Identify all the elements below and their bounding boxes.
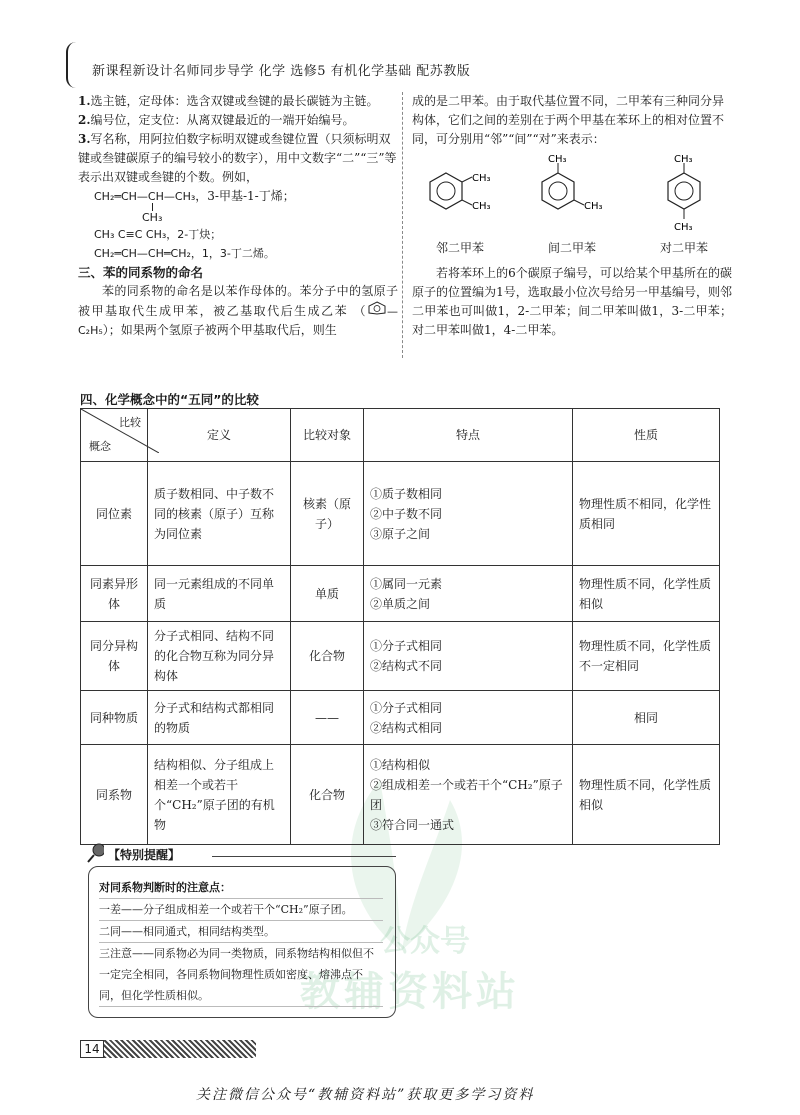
- row-definition: 分子式相同、结构不同的化合物互称为同分异构体: [148, 622, 291, 691]
- para-xylene-structure-icon: [636, 153, 732, 233]
- ortho-xylene-structure-icon: [412, 153, 508, 233]
- row-definition: 质子数相同、中子数不同的核素（原子）互称为同位素: [148, 462, 291, 566]
- rule-1: 1.选主链，定母体：选含双键或叁键的最长碳链为主链。: [78, 94, 379, 108]
- svg-text:CH₃: CH₃: [584, 201, 603, 212]
- header-title: 新课程新设计名师同步导学 化学 选修5 有机化学基础 配苏教版: [92, 64, 471, 79]
- row-property: 物理性质不相同，化学性质相同: [573, 462, 720, 566]
- five-same-table: [80, 408, 720, 845]
- ortho-xylene: [412, 153, 508, 258]
- corner-header: 比较 概念: [81, 409, 148, 462]
- row-definition: 同一元素组成的不同单质: [148, 566, 291, 622]
- row-definition: 结构相似、分子组成上相差一个或若干个“CH₂”原子团的有机物: [148, 745, 291, 845]
- row-property: 相同: [573, 691, 720, 745]
- svg-text:CH₃: CH₃: [472, 201, 491, 212]
- row-features: ①分子式相同 ②结构式相同: [364, 691, 573, 745]
- row-definition: 分子式和结构式都相同的物质: [148, 691, 291, 745]
- header-bracket: [66, 42, 80, 88]
- ortho-xylene-label: 邻二甲苯: [435, 241, 484, 255]
- xylene-structures: [412, 153, 732, 258]
- tip-heading: 对同系物判断时的注意点：: [99, 877, 383, 899]
- header-object: 比较对象: [291, 409, 364, 462]
- row-property: 物理性质不同，化学性质相似: [573, 566, 720, 622]
- tip-box: [88, 866, 396, 1018]
- tip-line: 二同——相同通式，相同结构类型。: [99, 921, 383, 943]
- header-features: 特点: [364, 409, 573, 462]
- meta-xylene: [524, 153, 620, 258]
- tip-line: 三注意——同系物必为同一类物质，同系物结构相似但不一定完全相同，各同系物间物理性质如密度、熔沸点不同，但化学性质相似。: [99, 943, 383, 1007]
- table-row: [81, 622, 720, 691]
- row-name: 同素异形体: [81, 566, 148, 622]
- svg-text:CH₃: CH₃: [674, 154, 693, 165]
- row-object: ——: [291, 691, 364, 745]
- example-2: CH₃ C≡C CH₃，2-丁炔；: [94, 228, 222, 241]
- header-property: 性质: [573, 409, 720, 462]
- row-features: ①分子式相同 ②结构式不同: [364, 622, 573, 691]
- row-features: ①质子数相同 ②中子数不同 ③原子之间: [364, 462, 573, 566]
- svg-text:CH₃: CH₃: [548, 154, 567, 165]
- table-row: [81, 691, 720, 745]
- section-3-title: 三、苯的同系物的命名: [78, 265, 204, 280]
- table-header-row: [81, 409, 720, 462]
- tip-top-rule: [212, 856, 396, 857]
- tip-line: 一差——分子组成相差一个或若干个“CH₂”原子团。: [99, 899, 383, 921]
- row-name: 同系物: [81, 745, 148, 845]
- row-object: 核素（原子）: [291, 462, 364, 566]
- tip-title: 【特别提醒】: [104, 846, 184, 863]
- row-object: 化合物: [291, 622, 364, 691]
- row-property: 物理性质不同，化学性质相似: [573, 745, 720, 845]
- table-row: [81, 462, 720, 566]
- xylene-intro: 成的是二甲苯。由于取代基位置不同，二甲苯有三种同分异构体，它们之间的差别在于两个甲基在苯环上的相对位置不同，可分别用“邻”“间”“对”来表示：: [412, 94, 725, 146]
- numbering-paragraph: 若将苯环上的6个碳原子编号，可以给某个甲基所在的碳原子的位置编为1号，选取最小位次号给另一甲基编号，则邻二甲苯也可叫做1，2-二甲苯；间二甲苯叫做1，3-二甲苯；对二甲苯叫做1，4-二甲苯。: [412, 266, 732, 337]
- watermark-text-2: 教辅资料站: [300, 969, 520, 1015]
- table-row: [81, 745, 720, 845]
- benzene-paragraph: 苯的同系物的命名是以苯作母体的。苯分子中的氢原子被甲基取代生成甲苯，被乙基取代后生成乙苯 （ —C₂H₅）；如果两个氢原子被两个甲基取代后，则生: [78, 284, 398, 337]
- row-property: 物理性质不同，化学性质不一定相同: [573, 622, 720, 691]
- left-column: [78, 92, 398, 340]
- svg-text:CH₃: CH₃: [674, 222, 693, 233]
- para-xylene: [636, 153, 732, 258]
- example-1: CH₂═CH—CH—CH₃，3-甲基-1-丁烯； CH₃: [78, 187, 398, 225]
- page-number: 14: [80, 1040, 104, 1058]
- row-name: 同分异构体: [81, 622, 148, 691]
- footer-text: 关注微信公众号“教辅资料站”获取更多学习资料: [196, 1087, 535, 1103]
- row-object: 单质: [291, 566, 364, 622]
- row-object: 化合物: [291, 745, 364, 845]
- benzene-ring-icon: [367, 301, 387, 315]
- meta-xylene-structure-icon: [524, 153, 620, 233]
- table-row: [81, 566, 720, 622]
- page-number-stripe: [104, 1040, 256, 1058]
- header-definition: 定义: [148, 409, 291, 462]
- right-column: [412, 92, 732, 340]
- column-divider: [402, 92, 403, 358]
- watermark-text-1: 公众号: [380, 924, 470, 959]
- branch-methyl: CH₃: [142, 211, 163, 224]
- row-name: 同位素: [81, 462, 148, 566]
- row-features: ①属同一元素 ②单质之间: [364, 566, 573, 622]
- table-title: 四、化学概念中的“五同”的比较: [80, 392, 259, 407]
- meta-xylene-label: 间二甲苯: [547, 241, 596, 255]
- example-3: CH₂═CH—CH═CH₂，1，3-丁二烯。: [94, 247, 275, 260]
- rule-2: 2.编号位，定支位：从离双键最近的一端开始编号。: [78, 113, 355, 127]
- tip-content: [89, 867, 395, 1007]
- para-xylene-label: 对二甲苯: [659, 241, 708, 255]
- row-features: ①结构相似 ②组成相差一个或若干个“CH₂”原子团 ③符合同一通式: [364, 745, 573, 845]
- rule-3: 3.写名称，用阿拉伯数字标明双键或叁键位置（只须标明双键或叁键碳原子的编号较小的数字），用中文数字“二”“三”等表示出双键或叁键的个数。例如，: [78, 132, 397, 184]
- row-name: 同种物质: [81, 691, 148, 745]
- svg-text:CH₃: CH₃: [472, 173, 491, 184]
